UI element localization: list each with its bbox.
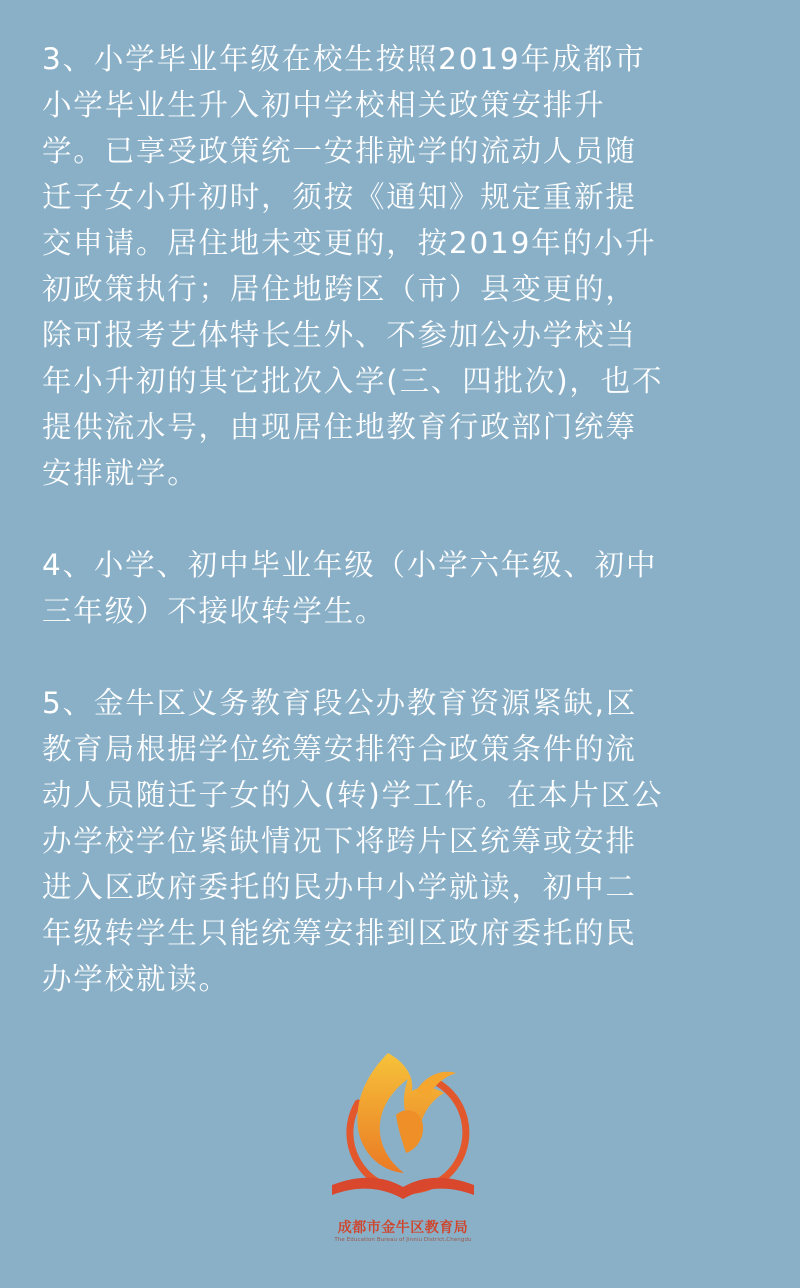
text-line: 办学校学位紧缺情况下将跨片区统筹或安排 xyxy=(42,824,637,858)
text-line: 办学校就读。 xyxy=(42,962,230,996)
text-line: 迁子女小升初时，须按《通知》规定重新提 xyxy=(42,180,637,214)
text-line: 年级转学生只能统筹安排到区政府委托的民 xyxy=(42,916,637,950)
text-line: 年小升初的其它批次入学(三、四批次)，也不 xyxy=(42,364,664,398)
bull-emblem-icon xyxy=(318,1045,488,1205)
text-line: 教育局根据学位统筹安排符合政策条件的流 xyxy=(42,732,637,766)
head-shape xyxy=(396,1110,423,1153)
text-line: 进入区政府委托的民办中小学就读，初中二 xyxy=(42,870,637,904)
book-shape xyxy=(332,1178,474,1199)
logo-title: 成都市金牛区教育局 xyxy=(337,1220,469,1236)
text-line: 安排就学。 xyxy=(42,456,199,490)
paragraph-spacer xyxy=(42,634,772,680)
text-line: 5、金牛区义务教育段公办教育资源紧缺,区 xyxy=(42,686,638,720)
text-line: 4、小学、初中毕业年级（小学六年级、初中 xyxy=(42,548,658,582)
text-line: 提供流水号，由现居住地教育行政部门统筹 xyxy=(42,410,637,444)
text-line: 三年级）不接收转学生。 xyxy=(42,594,387,628)
paragraph-4 xyxy=(42,542,772,634)
paragraph-3 xyxy=(42,36,772,496)
text-line: 初政策执行；居住地跨区（市）县变更的， xyxy=(42,272,637,306)
document-body xyxy=(42,36,772,1002)
paragraph-spacer xyxy=(42,496,772,542)
bureau-logo xyxy=(318,1045,488,1255)
text-line: 除可报考艺体特长生外、不参加公办学校当 xyxy=(42,318,637,352)
text-line: 动人员随迁子女的入(转)学工作。在本片区公 xyxy=(42,778,664,812)
logo-subtitle: The Education Bureau of Jinniu District,Chengdu xyxy=(334,1237,472,1243)
text-line: 交申请。居住地未变更的，按2019年的小升 xyxy=(42,226,657,260)
text-line: 3、小学毕业年级在校生按照2019年成都市 xyxy=(42,42,646,76)
paragraph-5 xyxy=(42,680,772,1002)
text-line: 学。已享受政策统一安排就学的流动人员随 xyxy=(42,134,637,168)
text-line: 小学毕业生升入初中学校相关政策安排升 xyxy=(42,88,606,122)
